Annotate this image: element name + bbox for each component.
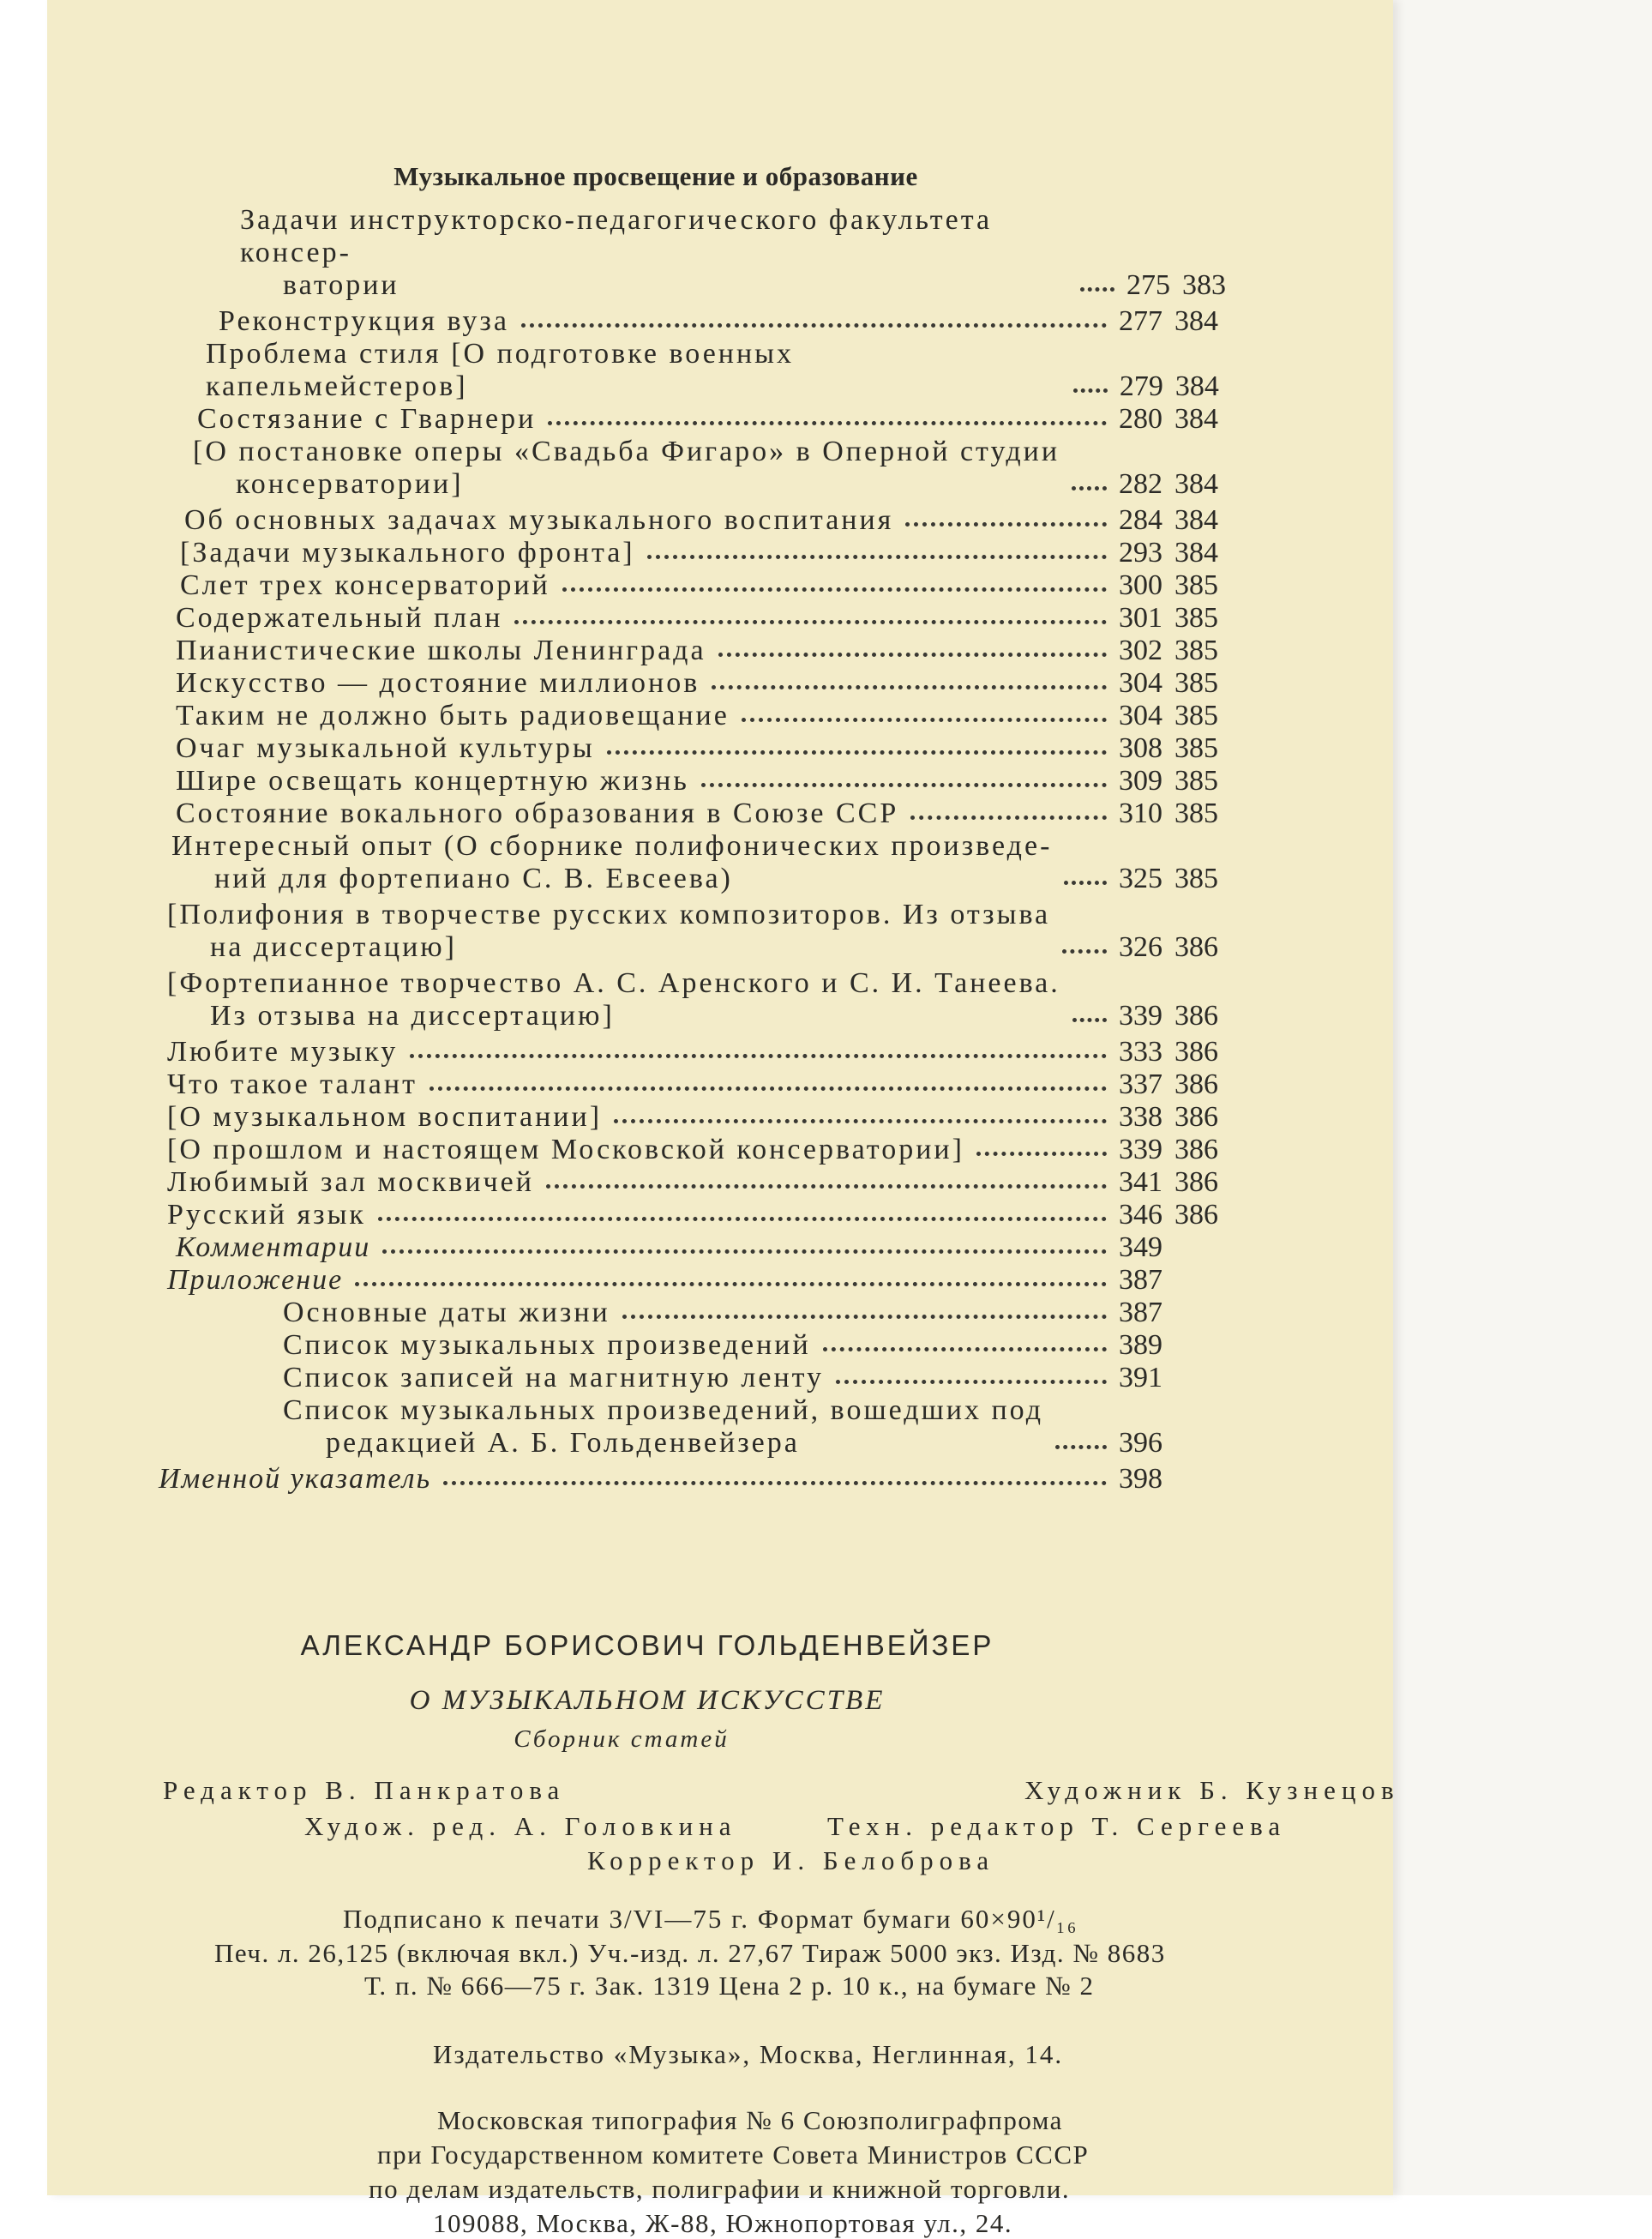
- toc-entry: [47, 635, 1393, 667]
- toc-entry-title: [167, 967, 1060, 1032]
- comment-page-number: 386: [1174, 931, 1218, 963]
- toc-entry: [47, 1101, 1393, 1134]
- toc-entry-title: [167, 1036, 398, 1068]
- toc-entry-title-continuation: на диссертацию]: [210, 931, 457, 963]
- text-page-number: 333: [1119, 1036, 1162, 1068]
- toc-entry-pages: [1119, 1134, 1269, 1166]
- colophon-editor: Редактор В. Панкратова: [163, 1775, 566, 1805]
- toc-entry-title-text: Об основных задачах музыкального воспитания: [184, 504, 894, 536]
- comment-page-number: 385: [1174, 765, 1218, 797]
- comment-page-number: 385: [1174, 797, 1218, 829]
- toc-entry-title: [283, 1394, 1043, 1460]
- toc-entry-title-text: Приложение: [167, 1264, 344, 1296]
- toc-entry-title-text: Реконструкция вуза: [219, 305, 509, 337]
- toc-entry-title-text: [Полифония в творчестве русских композиторов. Из отзыва: [167, 899, 1051, 930]
- dot-leader: [378, 1217, 1107, 1221]
- toc-entry: [47, 204, 1393, 302]
- comment-page-number: 384: [1174, 370, 1219, 402]
- toc-entry-title: [240, 204, 1068, 302]
- toc-entry: [47, 765, 1393, 797]
- dot-leader: [410, 1054, 1107, 1058]
- comment-page-number: 385: [1174, 569, 1218, 601]
- toc-entry-title: [206, 338, 1061, 403]
- dot-leader: [1072, 1018, 1107, 1022]
- toc-entry-title: [167, 1166, 534, 1199]
- colophon-book-title: О МУЗЫКАЛЬНОМ ИСКУССТВЕ: [409, 1685, 886, 1716]
- comment-page-number: 385: [1174, 700, 1218, 731]
- toc-entry: [47, 1068, 1393, 1101]
- toc-entry-pages: [1119, 504, 1269, 537]
- toc-entry-title: [180, 537, 635, 569]
- text-page-number: 309: [1119, 765, 1162, 797]
- toc-entry-title-text: Русский язык: [167, 1199, 366, 1231]
- colophon-printer-line-4: 109088, Москва, Ж-88, Южнопортовая ул., 24.: [433, 2208, 1013, 2238]
- toc-entry: [47, 797, 1393, 830]
- toc-entry-title: [197, 403, 536, 436]
- colophon-artist: Художник Б. Кузнецов: [1024, 1775, 1400, 1805]
- toc-entry-title-text: Содержательный план: [176, 602, 503, 634]
- toc-entry-title: [184, 504, 893, 537]
- toc-entry: [47, 1166, 1393, 1199]
- toc-entry: [47, 305, 1393, 338]
- toc-entry-pages: [1119, 1000, 1269, 1032]
- toc-entry-title: [167, 1134, 964, 1166]
- book-page: [47, 0, 1400, 2238]
- comment-page-number: 386: [1174, 1068, 1218, 1100]
- toc-entry-title: [283, 1362, 824, 1394]
- text-page-number: 398: [1119, 1463, 1162, 1495]
- dot-leader: [562, 587, 1107, 592]
- toc-entry: [47, 602, 1393, 635]
- toc-entry: [47, 436, 1393, 501]
- comment-page-number: 384: [1174, 403, 1218, 435]
- colophon-publisher: Издательство «Музыка», Москва, Неглинная, 14.: [433, 2039, 1064, 2069]
- colophon-subtitle: Сборник статей: [514, 1725, 730, 1753]
- dot-leader: [521, 323, 1107, 328]
- toc-entry-title-text: Состояние вокального образования в Союзе ССР: [176, 797, 899, 829]
- dot-leader: [836, 1380, 1107, 1384]
- dot-leader: [1072, 486, 1107, 491]
- background-right: [1386, 0, 1652, 2195]
- text-page-number: 339: [1119, 1000, 1162, 1032]
- toc-entry-pages: [1119, 1199, 1269, 1231]
- text-page-number: 341: [1119, 1166, 1162, 1198]
- colophon-order: Т. п. № 666—75 г. Зак. 1319 Цена 2 р. 10 к., на бумаге № 2: [364, 1971, 1095, 2001]
- dot-leader: [905, 522, 1107, 527]
- dot-leader: [430, 1086, 1107, 1091]
- toc-entry: [47, 1264, 1393, 1297]
- comment-page-number: 385: [1174, 667, 1218, 699]
- toc-entry-pages: [1119, 1427, 1269, 1460]
- text-page-number: 280: [1119, 403, 1162, 435]
- colophon-signed: Подписано к печати 3/VI—75 г. Формат бумаги 60×90¹/₁₆: [343, 1904, 1078, 1934]
- dot-leader: [701, 783, 1107, 787]
- comment-page-number: 386: [1174, 1101, 1218, 1133]
- toc-entry: [47, 732, 1393, 765]
- toc-entry: [47, 700, 1393, 732]
- comment-page-number: 383: [1182, 269, 1227, 301]
- text-page-number: 284: [1119, 504, 1162, 536]
- section-title: Музыкальное просвещение и образование: [393, 161, 918, 191]
- toc-entry-pages: [1119, 1329, 1269, 1362]
- toc-entry: [47, 1231, 1393, 1264]
- comment-page-number: 386: [1174, 1036, 1218, 1068]
- toc-entry-pages: [1119, 797, 1269, 830]
- comment-page-number: 386: [1174, 1166, 1218, 1198]
- text-page-number: 349: [1119, 1231, 1162, 1263]
- text-page-number: 302: [1119, 635, 1162, 666]
- toc-entry-pages: [1119, 732, 1269, 765]
- text-page-number: 301: [1119, 602, 1162, 634]
- text-page-number: 387: [1119, 1264, 1162, 1296]
- toc-entry-title-continuation: редакцией А. Б. Гольденвейзера: [326, 1427, 800, 1459]
- toc-entry-title-text: Шире освещать концертную жизнь: [176, 765, 689, 797]
- toc-entry: [47, 504, 1393, 537]
- toc-entry-title-continuation: консерватории]: [236, 468, 464, 500]
- toc-entry-pages: [1119, 569, 1269, 602]
- toc-entry-pages: [1119, 1101, 1269, 1134]
- text-page-number: 308: [1119, 732, 1162, 764]
- colophon-tech-editor: Техн. редактор Т. Сергеева: [827, 1811, 1287, 1841]
- toc-entry-title: [176, 1231, 370, 1264]
- toc-entry-pages: [1119, 1036, 1269, 1068]
- text-page-number: 338: [1119, 1101, 1162, 1133]
- toc-entry-pages: [1119, 537, 1269, 569]
- toc-entry-title-text: Именной указатель: [159, 1463, 432, 1495]
- toc-entry-pages: [1119, 1463, 1269, 1496]
- comment-page-number: 384: [1174, 537, 1218, 569]
- colophon-author: АЛЕКСАНДР БОРИСОВИЧ ГОЛЬДЕНВЕЙЗЕР: [300, 1629, 994, 1661]
- toc-entry-pages: [1119, 1231, 1269, 1264]
- text-page-number: 275: [1126, 269, 1171, 301]
- toc-entry-pages: [1120, 370, 1269, 403]
- dot-leader: [622, 1315, 1107, 1319]
- toc-entry-title-continuation: Из отзыва на диссертацию]: [210, 1000, 615, 1032]
- toc-entry-title-text: Проблема стиля [О подготовке военных капельмейстеров]: [206, 338, 795, 402]
- toc-entry-title-text: [О прошлом и настоящем Московской консерватории]: [167, 1134, 964, 1165]
- colophon-printer-line-3: по делам издательств, полиграфии и книжной торговли.: [369, 2174, 1071, 2204]
- toc-entry-title-text: Что такое талант: [167, 1068, 418, 1100]
- toc-entry-pages: [1119, 667, 1269, 700]
- toc-entry: [47, 830, 1393, 895]
- dot-leader: [548, 421, 1107, 425]
- dot-leader: [1064, 881, 1107, 885]
- toc-entry-title-text: Список музыкальных произведений: [283, 1329, 811, 1361]
- toc-entry-title: [167, 1068, 418, 1101]
- toc-entry-title-text: Состязание с Гварнери: [197, 403, 537, 435]
- toc-entry-title: [283, 1297, 610, 1329]
- toc-entry: [47, 537, 1393, 569]
- toc-entry: [47, 1297, 1393, 1329]
- comment-page-number: 384: [1174, 305, 1218, 337]
- text-page-number: 325: [1119, 863, 1162, 894]
- text-page-number: 282: [1119, 468, 1162, 500]
- toc-entry-title-text: Пианистические школы Ленинграда: [176, 635, 706, 666]
- toc-entry-pages: [1119, 1264, 1269, 1297]
- toc-entry-title-text: Комментарии: [176, 1231, 371, 1263]
- toc-entry: [47, 667, 1393, 700]
- text-page-number: 304: [1119, 700, 1162, 731]
- toc-entry-title-text: [Задачи музыкального фронта]: [180, 537, 635, 569]
- toc-entry-title-text: Любите музыку: [167, 1036, 399, 1068]
- comment-page-number: 386: [1174, 1000, 1218, 1032]
- toc-entry-pages: [1119, 602, 1269, 635]
- toc-entry-title-text: Интересный опыт (О сборнике полифонических произведе-: [171, 830, 1053, 862]
- toc-entry-title: [176, 765, 689, 797]
- comment-page-number: 384: [1174, 468, 1218, 500]
- toc-entry-title-text: Задачи инструкторско-педагогического факультета консер-: [240, 204, 993, 268]
- toc-entry-pages: [1119, 1166, 1269, 1199]
- text-page-number: 277: [1119, 305, 1162, 337]
- toc-entry-pages: [1119, 863, 1269, 895]
- dot-leader: [712, 685, 1107, 689]
- text-page-number: 337: [1119, 1068, 1162, 1100]
- toc-entry-title: [176, 797, 898, 830]
- toc-entry-title: [180, 569, 550, 602]
- dot-leader: [823, 1347, 1107, 1351]
- toc-entry: [47, 967, 1393, 1032]
- text-page-number: 300: [1119, 569, 1162, 601]
- toc-entry-title-text: Таким не должно быть радиовещание: [176, 700, 730, 731]
- comment-page-number: 385: [1174, 602, 1218, 634]
- toc-entry-title-text: [Фортепианное творчество А. С. Аренского и С. И. Танеева.: [167, 967, 1060, 999]
- toc-entry-title: [219, 305, 509, 338]
- toc-entry-title: [159, 1463, 431, 1496]
- toc-entry: [47, 1362, 1393, 1394]
- toc-entry-pages: [1119, 1068, 1269, 1101]
- toc-entry-title-text: [О музыкальном воспитании]: [167, 1101, 603, 1133]
- toc-entry-pages: [1119, 635, 1269, 667]
- toc-entry-pages: [1119, 468, 1269, 501]
- toc-entry-title: [176, 667, 700, 700]
- table-of-contents: [47, 204, 1393, 1496]
- text-page-number: 389: [1119, 1329, 1162, 1361]
- toc-entry: [47, 1199, 1393, 1231]
- colophon-art-editor: Худож. ред. А. Головкина: [304, 1811, 737, 1841]
- colophon-sheets: Печ. л. 26,125 (включая вкл.) Уч.-изд. л. 27,67 Тираж 5000 экз. Изд. № 8683: [214, 1938, 1166, 1968]
- toc-entry-pages: [1119, 1297, 1269, 1329]
- toc-entry-title: [167, 1101, 602, 1134]
- dot-leader: [514, 620, 1107, 624]
- text-page-number: 396: [1119, 1427, 1162, 1459]
- dot-leader: [647, 555, 1107, 559]
- toc-entry: [47, 1036, 1393, 1068]
- text-page-number: 391: [1119, 1362, 1162, 1393]
- text-page-number: 387: [1119, 1297, 1162, 1328]
- dot-leader: [718, 653, 1107, 657]
- dot-leader: [910, 816, 1107, 820]
- text-page-number: 346: [1119, 1199, 1162, 1231]
- toc-entry-title-text: Список музыкальных произведений, вошедших под: [283, 1394, 1044, 1426]
- toc-entry-title: [176, 700, 730, 732]
- dot-leader: [1055, 1445, 1107, 1449]
- toc-entry: [47, 1463, 1393, 1496]
- toc-entry-title: [171, 830, 1052, 895]
- colophon-printer-line-1: Московская типография № 6 Союзполиграфпрома: [437, 2105, 1063, 2135]
- dot-leader: [443, 1481, 1107, 1485]
- toc-entry-pages: [1119, 700, 1269, 732]
- toc-entry-pages: [1119, 1362, 1269, 1394]
- dot-leader: [546, 1184, 1107, 1189]
- toc-entry-pages: [1119, 305, 1269, 338]
- toc-entry: [47, 1394, 1393, 1460]
- toc-entry-title: [167, 899, 1050, 964]
- text-page-number: 326: [1119, 931, 1162, 963]
- dot-leader: [607, 750, 1107, 755]
- toc-entry-title-text: Любимый зал москвичей: [167, 1166, 534, 1198]
- toc-entry-title: [176, 635, 706, 667]
- toc-entry-title-text: Список записей на магнитную ленту: [283, 1362, 825, 1393]
- toc-entry-title: [167, 1264, 343, 1297]
- toc-entry: [47, 338, 1393, 403]
- toc-entry: [47, 1329, 1393, 1362]
- comment-page-number: 385: [1174, 732, 1218, 764]
- comment-page-number: 385: [1174, 863, 1218, 894]
- toc-entry-pages: [1126, 269, 1269, 302]
- colophon-printer-line-2: при Государственном комитете Совета Министров СССР: [377, 2140, 1090, 2170]
- toc-entry: [47, 403, 1393, 436]
- dot-leader: [355, 1282, 1107, 1286]
- comment-page-number: 384: [1174, 504, 1218, 536]
- toc-entry-title: [193, 436, 1060, 501]
- toc-entry-title: [283, 1329, 811, 1362]
- text-page-number: 279: [1119, 370, 1163, 402]
- text-page-number: 293: [1119, 537, 1162, 569]
- text-page-number: 310: [1119, 797, 1162, 829]
- toc-entry-title-text: Основные даты жизни: [283, 1297, 610, 1328]
- toc-entry: [47, 1134, 1393, 1166]
- toc-entry: [47, 899, 1393, 964]
- text-page-number: 304: [1119, 667, 1162, 699]
- dot-leader: [382, 1249, 1107, 1254]
- dot-leader: [742, 718, 1107, 722]
- colophon-proofreader: Корректор И. Белоброва: [587, 1845, 995, 1875]
- dot-leader: [1062, 949, 1107, 954]
- toc-entry-title-continuation: ний для фортепиано С. В. Евсеева): [214, 863, 733, 894]
- toc-entry-title: [176, 602, 502, 635]
- toc-entry-title-continuation: ватории: [283, 269, 399, 301]
- toc-entry-title: [167, 1199, 366, 1231]
- toc-entry-pages: [1119, 765, 1269, 797]
- dot-leader: [614, 1119, 1107, 1123]
- toc-entry-title-text: Слет трех консерваторий: [180, 569, 550, 601]
- dot-leader: [1073, 388, 1108, 393]
- toc-entry: [47, 569, 1393, 602]
- toc-entry-title: [176, 732, 595, 765]
- comment-page-number: 386: [1174, 1134, 1218, 1165]
- toc-entry-title-text: Очаг музыкальной культуры: [176, 732, 595, 764]
- dot-leader: [976, 1152, 1107, 1156]
- toc-entry-title-text: [О постановке оперы «Свадьба Фигаро» в Оперной студии: [193, 436, 1060, 467]
- comment-page-number: 385: [1174, 635, 1218, 666]
- dot-leader: [1080, 287, 1114, 292]
- comment-page-number: 386: [1174, 1199, 1218, 1231]
- text-page-number: 339: [1119, 1134, 1162, 1165]
- toc-entry-title-text: Искусство — достояние миллионов: [176, 667, 700, 699]
- toc-entry-pages: [1119, 931, 1269, 964]
- toc-entry-pages: [1119, 403, 1269, 436]
